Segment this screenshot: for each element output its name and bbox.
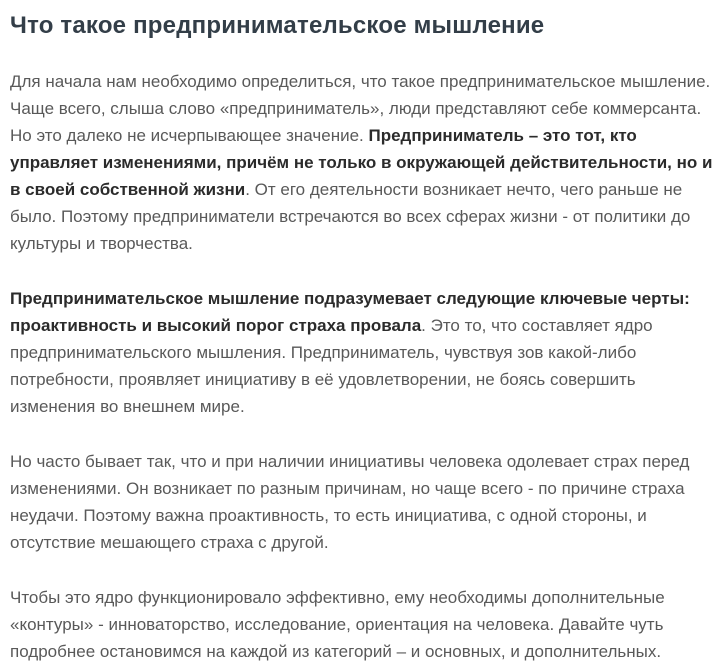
paragraph-intro	[10, 68, 714, 257]
text-run: . Это то, что составляет ядро предпринимательского мышления. Предприниматель, чувствуя зов какой-либо потребности, проявляет инициативу в её удовлетворении, не боясь совершить изменения во внешнем мире.	[10, 316, 653, 416]
text-run-bold: Предприниматель – это тот, кто управляет изменениями, причём не только в окружающей действительности, но и в своей собственной жизни	[10, 126, 713, 199]
text-run: Для начала нам необходимо определиться, что такое предпринимательское мышление. Чаще всего, слыша слово «предприниматель», люди представляют себе коммерсанта. Но это далеко не исчерпывающее значение.	[10, 72, 711, 145]
page-title: Что такое предпринимательское мышление	[10, 12, 545, 39]
paragraph-fear	[10, 448, 714, 556]
text-run-bold: Предпринимательское мышление подразумевает следующие ключевые черты: проактивность и высокий порог страха провала	[10, 289, 690, 335]
text-run: . От его деятельности возникает нечто, чего раньше не было. Поэтому предприниматели встречаются во всех сферах жизни - от политики до культуры и творчества.	[10, 180, 691, 253]
text-run: Чтобы это ядро функционировало эффективно, ему необходимы дополнительные «контуры» - инноваторство, исследование, ориентация на человека. Давайте чуть подробнее остановимся на каждой из категорий – и основных, и дополнительных.	[10, 588, 665, 661]
text-run: Но часто бывает так, что и при наличии инициативы человека одолевает страх перед изменениями. Он возникает по разным причинам, но чаще всего - по причине страха неудачи. Поэтому важна проактивность, то есть инициатива, с одной стороны, и отсутствие мешающего страха с другой.	[10, 452, 690, 552]
paragraph-contours	[10, 584, 714, 665]
paragraph-key-traits	[10, 285, 714, 420]
